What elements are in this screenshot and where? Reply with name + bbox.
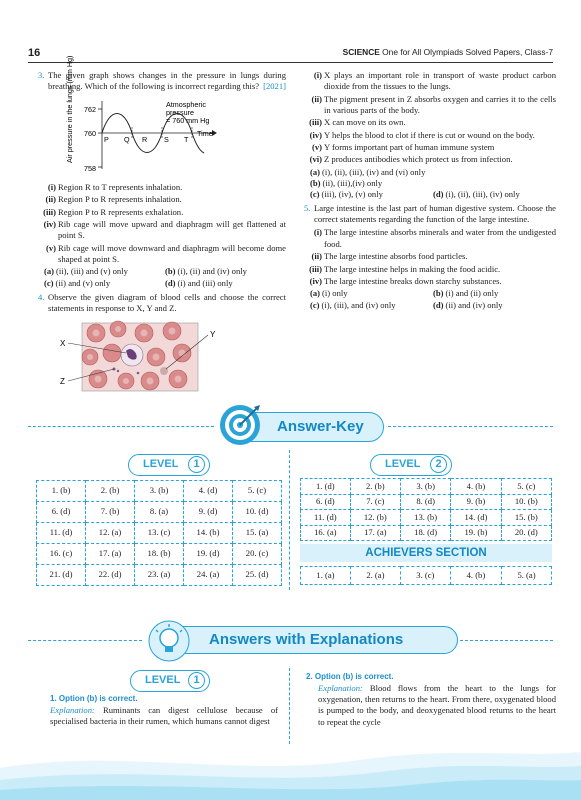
statement: (iv) The large intestine breaks down starchy substances.: [309, 275, 502, 286]
answer-cell: 15. (b): [501, 510, 551, 526]
answer-cell: 6. (d): [37, 502, 86, 523]
answer-heading: 1. Option (b) is correct.: [50, 694, 138, 703]
option-b[interactable]: (b) (i) and (ii) only: [433, 288, 499, 299]
answer-key-title: Answer-Key: [228, 412, 384, 442]
answer-heading: 2. Option (b) is correct.: [306, 672, 394, 681]
statement: (ii) Region P to R represents inhalation.: [45, 194, 182, 205]
answer-cell: 25. (d): [233, 565, 282, 586]
target-icon: [218, 403, 262, 447]
answer-cell: 15. (a): [233, 523, 282, 544]
answer-cell: 12. (a): [86, 523, 135, 544]
answer-cell: 19. (d): [184, 544, 233, 565]
option-d[interactable]: (d) (i) and (iii) only: [165, 277, 233, 288]
statement: (i) Region R to T represents inhalation.: [47, 182, 183, 193]
answer-cell: 1. (a): [301, 567, 351, 585]
book-title-bold: SCIENCE: [342, 47, 380, 57]
answer-cell: 12. (b): [350, 510, 400, 526]
answer-cell: 1. (d): [301, 479, 351, 495]
achievers-answer-table: [300, 566, 552, 585]
answer-cell: 2. (b): [86, 481, 135, 502]
answer-row: [301, 510, 552, 526]
statement: (iii) The large intestine helps in making the food acidic.: [309, 263, 501, 274]
option-a[interactable]: (a) (i), (ii), (iii), (iv) and (vi) only: [310, 166, 426, 177]
graph-y-label: Air pressure in the lungs (mm Hg): [65, 55, 74, 163]
level-1-badge: LEVEL 1: [128, 454, 210, 476]
answer-cell: 5. (c): [233, 481, 282, 502]
answer-cell: 24. (a): [184, 565, 233, 586]
q5-statements: [300, 227, 556, 287]
divider: [28, 426, 214, 427]
answer-row: [37, 544, 282, 565]
answer-cell: 3. (c): [400, 567, 450, 585]
explanation-text: Explanation: Blood flows from the heart to the lungs for oxygenation, then returns to the heart. From there, oxygenated blood is pumped to the body, and deoxygenated blood returns to the heart to repeat the cycle: [318, 682, 556, 727]
statement: (v) Y forms important part of human immune system: [311, 142, 495, 153]
graph-time-label: Time: [197, 128, 213, 138]
answer-cell: 1. (b): [37, 481, 86, 502]
explanations-title: Answers with Explanations: [158, 626, 458, 654]
answer-cell: 18. (b): [135, 544, 184, 565]
answer-cell: 16. (a): [301, 525, 351, 541]
answer-row: [37, 565, 282, 586]
lightbulb-icon: [148, 620, 190, 662]
graph-tick: 758: [84, 163, 96, 173]
graph-point-label: R: [142, 134, 148, 144]
answer-cell: 18. (d): [400, 525, 450, 541]
label-z: Z: [60, 376, 65, 386]
answer-cell: 8. (d): [400, 494, 450, 510]
answer-cell: 7. (b): [86, 502, 135, 523]
answer-cell: 11. (d): [301, 510, 351, 526]
header-rule: [28, 62, 553, 63]
graph-point-label: S: [164, 134, 169, 144]
answer-cell: 6. (d): [301, 494, 351, 510]
divider: [28, 640, 142, 641]
answer-row: [37, 502, 282, 523]
q3-options: [34, 266, 286, 289]
statement: (vi) Z produces antibodies which protect us from infection.: [309, 154, 513, 165]
graph-atm-label: pressure: [166, 107, 194, 117]
answer-cell: 5. (c): [501, 479, 551, 495]
question-text: The given graph shows changes in the pressure in lungs during breathing. Which of the following is incorrect regarding this?: [48, 70, 286, 92]
answer-row: [37, 481, 282, 502]
page-number: 16: [28, 47, 41, 59]
answer-cell: 13. (c): [135, 523, 184, 544]
explanation-text: Explanation: Ruminants can digest cellulose because of specialised bacteria in their rumen, which humans cannot digest: [50, 704, 278, 726]
right-column: [300, 70, 556, 314]
answer-cell: 4. (b): [450, 567, 501, 585]
achievers-section-title: ACHIEVERS SECTION: [300, 544, 552, 562]
answer-cell: 4. (b): [451, 479, 501, 495]
statement: (iii) X can move on its own.: [309, 117, 406, 128]
answer-cell: 20. (c): [233, 544, 282, 565]
option-c[interactable]: (c) (i), (iii), and (iv) only: [310, 299, 396, 310]
answer-cell: 5. (a): [502, 567, 552, 585]
book-title: [343, 47, 553, 58]
left-column: [34, 55, 286, 396]
answer-cell: 23. (a): [135, 565, 184, 586]
option-d[interactable]: (d) (i), (ii), (iii), (iv) only: [433, 189, 520, 200]
answer-cell: 17. (a): [350, 525, 400, 541]
statement: (ii) The pigment present in Z absorbs oxygen and carries it to the cells in various parts of the body.: [311, 93, 556, 116]
answer-cell: 13. (b): [400, 510, 450, 526]
graph-tick: 762: [84, 104, 96, 114]
page-header: [28, 46, 553, 60]
explanation-2: [306, 672, 556, 728]
answer-cell: 2. (a): [350, 567, 400, 585]
explanation-1: [50, 694, 278, 727]
answer-cell: 3. (b): [400, 479, 450, 495]
statement: (iii) Region P to R represents exhalation.: [43, 206, 184, 217]
blood-cells-diagram: [60, 321, 218, 393]
answer-cell: 22. (d): [86, 565, 135, 586]
q3-statements: [34, 182, 286, 265]
column-separator: [289, 450, 290, 590]
question-number: 3.: [38, 70, 45, 80]
answer-cell: 2. (b): [350, 479, 400, 495]
divider: [388, 426, 553, 427]
q4-options: [300, 167, 556, 201]
answer-cell: 17. (a): [86, 544, 135, 565]
statement: (iv) Rib cage will move upward and diaphragm will get flattened at point S.: [43, 219, 286, 241]
graph-point-label: Q: [124, 134, 130, 144]
option-b[interactable]: (b) (ii), (iii),(iv) only: [310, 178, 383, 189]
q5-options: [300, 288, 556, 311]
answer-row: [301, 494, 552, 510]
answer-cell: 16. (c): [37, 544, 86, 565]
answer-cell: 20. (d): [501, 525, 551, 541]
option-c[interactable]: (c) (ii) and (v) only: [44, 277, 111, 288]
graph-point-label: P: [104, 134, 109, 144]
level-1-answer-table: [36, 480, 282, 586]
option-a[interactable]: (a) (ii), (iii) and (v) only: [44, 266, 128, 277]
option-c[interactable]: (c) (iii), (iv), (v) only: [310, 189, 383, 200]
statement: (v) Rib cage will move downward and diaphragm will become dome shaped at point S.: [45, 242, 286, 265]
level-2-badge: LEVEL 2: [370, 454, 452, 476]
answer-cell: 9. (d): [184, 502, 233, 523]
answer-cell: 4. (d): [184, 481, 233, 502]
statement: (iv) Y helps the blood to clot if there is cut or wound on the body.: [309, 129, 535, 140]
answer-row: [37, 523, 282, 544]
answer-row: [301, 479, 552, 495]
answer-cell: 21. (d): [37, 565, 86, 586]
option-a[interactable]: (a) (i) only: [310, 288, 348, 299]
question-5: [300, 203, 556, 226]
answer-row: [301, 567, 552, 585]
explanations-level-1-badge: LEVEL 1: [130, 670, 210, 692]
question-number: 4.: [38, 292, 45, 303]
graph-tick: 760: [84, 128, 96, 138]
answer-cell: 10. (b): [501, 494, 551, 510]
statement: (i) The large intestine absorbs minerals and water from the undigested food.: [313, 227, 556, 249]
year-tag: [2021]: [263, 81, 286, 92]
answer-cell: 7. (c): [350, 494, 400, 510]
answer-cell: 11. (d): [37, 523, 86, 544]
answer-cell: 3. (b): [135, 481, 184, 502]
question-4: [34, 292, 286, 315]
graph-arrow: [212, 130, 217, 136]
level-2-answer-table: [300, 478, 552, 541]
answer-row: [301, 525, 552, 541]
question-text: Observe the given diagram of blood cells and choose the correct statements in response to X, Y and Z.: [48, 292, 286, 314]
graph-atm-label: = 760 mm Hg: [166, 115, 210, 125]
footer-wave-decoration: [0, 738, 581, 800]
explanations-banner: [28, 618, 553, 664]
statement: (ii) The large intestine absorbs food particles.: [311, 251, 468, 262]
column-separator: [289, 668, 290, 744]
answer-cell: 8. (a): [135, 502, 184, 523]
q4-statements: [300, 70, 556, 166]
option-d[interactable]: (d) (ii) and (iv) only: [433, 299, 503, 310]
answer-cell: 9. (b): [451, 494, 501, 510]
answer-key-banner: [28, 400, 553, 446]
statement: (i) X plays an important role in transport of waste product carbon dioxide from the tissues to the lungs.: [313, 70, 556, 92]
divider: [460, 640, 553, 641]
answer-cell: 14. (d): [451, 510, 501, 526]
book-title-rest: One for All Olympiads Solved Papers, Class-7: [379, 47, 553, 57]
answer-cell: 10. (d): [233, 502, 282, 523]
question-number: 5.: [304, 202, 311, 213]
graph-point-label: T: [184, 134, 189, 144]
question-3: [34, 70, 286, 93]
answer-cell: 14. (b): [184, 523, 233, 544]
answer-cell: 19. (b): [451, 525, 501, 541]
label-x: X: [60, 338, 66, 348]
label-y: Y: [210, 329, 216, 339]
question-text: Large intestine is the last part of human digestive system. Choose the correct statements regarding the function of the large intestine.: [314, 202, 556, 225]
option-b[interactable]: (b) (i), (ii) and (iv) only: [165, 266, 247, 277]
graph-atm-label: Atmospheric: [166, 99, 206, 109]
